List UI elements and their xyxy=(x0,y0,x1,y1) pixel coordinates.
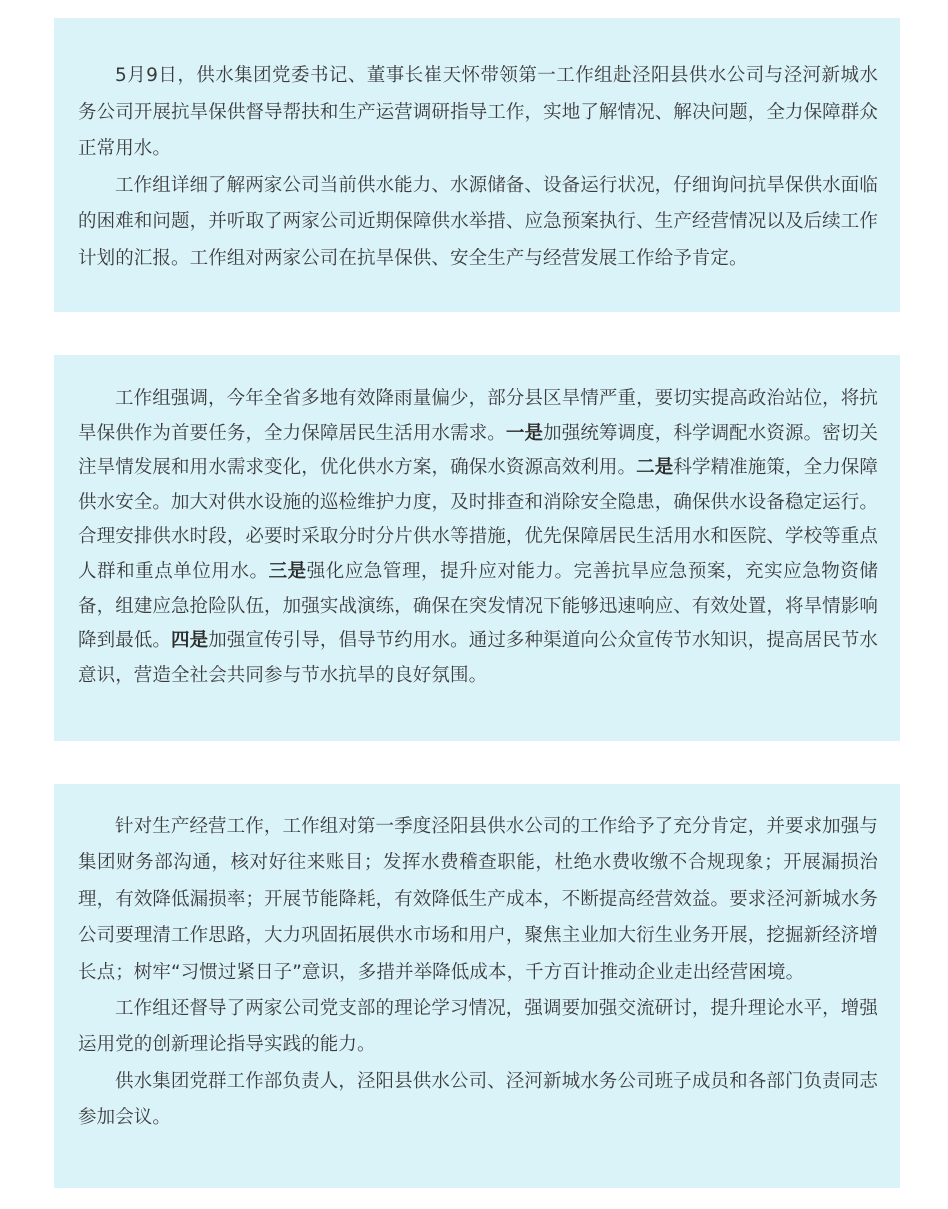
article-section-2 xyxy=(54,355,900,741)
article-section-1 xyxy=(54,18,900,312)
requirements-intro: 工作组强调，今年全省多地有效降雨量偏少，部分县区旱情严重，要切实提高政治站位，将抗旱保供作为首要任务，全力保障居民生活用水需求。 xyxy=(78,388,878,444)
keyword-first: 一是 xyxy=(505,422,544,444)
keyword-second: 二是 xyxy=(636,457,674,479)
requirement-fourth: 加强宣传引导，倡导节约用水。通过多种渠道向公众宣传节水知识，提高居民节水意识，营造全社会共同参与节水抗旱的良好氛围。 xyxy=(78,630,878,686)
paragraph-inspection: 工作组详细了解两家公司当前供水能力、水源储备、设备运行状况，仔细询问抗旱保供水面临的困难和问题，并听取了两家公司近期保障供水举措、应急预案执行、生产经营情况以及后续工作计划的汇报。工作组对两家公司在抗旱保供、安全生产与经营发展工作给予肯定。 xyxy=(78,174,878,269)
requirement-second: 科学精准施策，全力保障供水安全。加大对供水设施的巡检维护力度，及时排查和消除安全隐患，确保供水设备稳定运行。合理安排供水时段，必要时采取分时分片供水等措施，优先保障居民生活用水和医院、学校等重点人群和重点单位用水。 xyxy=(78,457,879,582)
paragraph-overview: 5月9日，供水集团党委书记、董事长崔天怀带领第一工作组赴泾阳县供水公司与泾河新城水务公司开展抗旱保供督导帮扶和生产运营调研指导工作，实地了解情况、解决问题，全力保障群众正常用水。 xyxy=(78,65,878,159)
article-section-3 xyxy=(54,784,900,1188)
paragraph-party-study: 工作组还督导了两家公司党支部的理论学习情况，强调要加强交流研讨，提升理论水平，增强运用党的创新理论指导实践的能力。 xyxy=(78,998,878,1056)
keyword-third: 三是 xyxy=(268,560,307,582)
paragraph-requirements xyxy=(78,382,878,693)
requirement-first: 加强统筹调度，科学调配水资源。密切关注旱情发展和用水需求变化，优化供水方案，确保水资源高效利用。 xyxy=(78,422,878,479)
paragraph-operations: 针对生产经营工作，工作组对第一季度泾阳县供水公司的工作给予了充分肯定，并要求加强与集团财务部沟通，核对好往来账目；发挥水费稽查职能，杜绝水费收缴不合规现象；开展漏损治理，有效降低漏损率；开展节能降耗，有效降低生产成本，不断提高经营效益。要求泾河新城水务公司要理清工作思路，大力巩固拓展供水市场和用户，聚焦主业加大衍生业务开展，挖掘新经济增长点；树牢“习惯过紧日子”意识，多措并举降低成本，千方百计推动企业走出经营困境。 xyxy=(78,816,878,983)
requirement-third: 强化应急管理，提升应对能力。完善抗旱应急预案，充实应急物资储备，组建应急抢险队伍，加强实战演练，确保在突发情况下能够迅速响应、有效处置，将旱情影响降到最低。 xyxy=(78,560,878,652)
paragraph-attendees: 供水集团党群工作部负责人，泾阳县供水公司、泾河新城水务公司班子成员和各部门负责同志参加会议。 xyxy=(78,1070,878,1129)
keyword-fourth: 四是 xyxy=(171,630,209,652)
